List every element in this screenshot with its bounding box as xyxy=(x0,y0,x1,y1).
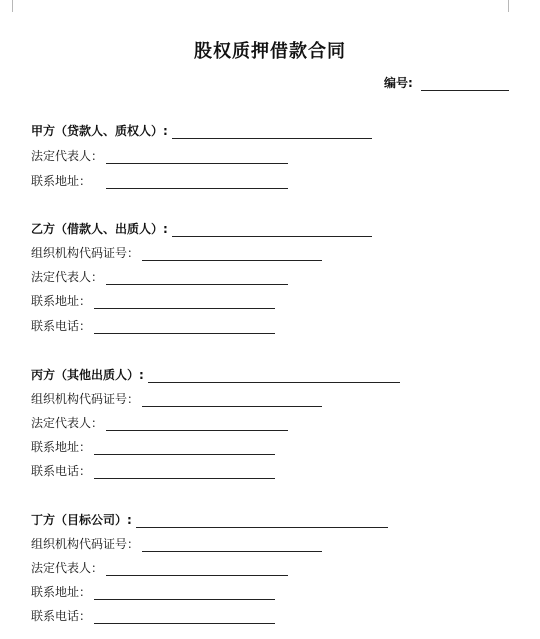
party-c-org-code-blank[interactable] xyxy=(142,394,322,407)
party-a-heading-row xyxy=(31,122,372,139)
contract-number-blank[interactable] xyxy=(421,78,509,91)
party-c-address-blank[interactable] xyxy=(94,442,275,455)
party-b-heading-row xyxy=(31,220,372,237)
party-a-heading: 甲方（贷款人、质权人）: xyxy=(31,124,168,138)
document-title: 股权质押借款合同 xyxy=(194,41,346,62)
contract-number-label: 编号: xyxy=(384,76,413,90)
party-c-phone-row xyxy=(31,462,275,479)
party-b-representative-label: 法定代表人： xyxy=(31,270,104,284)
party-c-representative-row xyxy=(31,414,288,431)
party-c-org-code-label: 组织机构代码证号： xyxy=(31,392,140,406)
party-c-address-row xyxy=(31,438,275,455)
party-c-phone-blank[interactable] xyxy=(94,466,275,479)
party-d-representative-label: 法定代表人： xyxy=(31,561,104,575)
party-d-representative-blank[interactable] xyxy=(106,563,288,576)
party-a-representative-row xyxy=(31,147,288,164)
party-a-address-label: 联系地址： xyxy=(31,174,92,188)
party-c-heading: 丙方（其他出质人）: xyxy=(31,368,144,382)
party-a-name-blank[interactable] xyxy=(172,126,372,139)
party-d-org-code-label: 组织机构代码证号： xyxy=(31,537,140,551)
party-b-phone-row xyxy=(31,317,275,334)
party-c-address-label: 联系地址： xyxy=(31,440,92,454)
party-a-representative-label: 法定代表人： xyxy=(31,149,104,163)
party-b-address-blank[interactable] xyxy=(94,296,275,309)
party-d-address-label: 联系地址： xyxy=(31,585,92,599)
page-corner-mark-top-left xyxy=(0,0,13,12)
party-b-org-code-blank[interactable] xyxy=(142,248,322,261)
party-b-name-blank[interactable] xyxy=(172,224,372,237)
party-b-phone-label: 联系电话： xyxy=(31,319,92,333)
party-d-phone-row xyxy=(31,607,275,624)
contract-number-row xyxy=(384,74,509,91)
party-d-address-row xyxy=(31,583,275,600)
party-d-heading-row xyxy=(31,511,388,528)
party-d-representative-row xyxy=(31,559,288,576)
party-d-name-blank[interactable] xyxy=(136,515,388,528)
party-b-address-row xyxy=(31,292,275,309)
party-c-name-blank[interactable] xyxy=(148,370,400,383)
party-c-representative-label: 法定代表人： xyxy=(31,416,104,430)
party-d-org-code-row xyxy=(31,535,322,552)
party-b-phone-blank[interactable] xyxy=(94,321,275,334)
party-c-heading-row xyxy=(31,366,400,383)
party-b-representative-blank[interactable] xyxy=(106,272,288,285)
party-d-phone-label: 联系电话： xyxy=(31,609,92,623)
party-a-representative-blank[interactable] xyxy=(106,151,288,164)
party-d-phone-blank[interactable] xyxy=(94,611,275,624)
party-d-heading: 丁方（目标公司）: xyxy=(31,513,132,527)
party-b-org-code-label: 组织机构代码证号： xyxy=(31,246,140,260)
party-b-representative-row xyxy=(31,268,288,285)
party-c-phone-label: 联系电话： xyxy=(31,464,92,478)
party-a-address-blank[interactable] xyxy=(106,176,288,189)
party-c-org-code-row xyxy=(31,390,322,407)
party-c-representative-blank[interactable] xyxy=(106,418,288,431)
party-d-address-blank[interactable] xyxy=(94,587,275,600)
party-a-address-row xyxy=(31,172,288,189)
party-b-heading: 乙方（借款人、出质人）: xyxy=(31,222,168,236)
page-corner-mark-top-right xyxy=(508,0,521,12)
party-b-org-code-row xyxy=(31,244,322,261)
party-d-org-code-blank[interactable] xyxy=(142,539,322,552)
party-b-address-label: 联系地址： xyxy=(31,294,92,308)
